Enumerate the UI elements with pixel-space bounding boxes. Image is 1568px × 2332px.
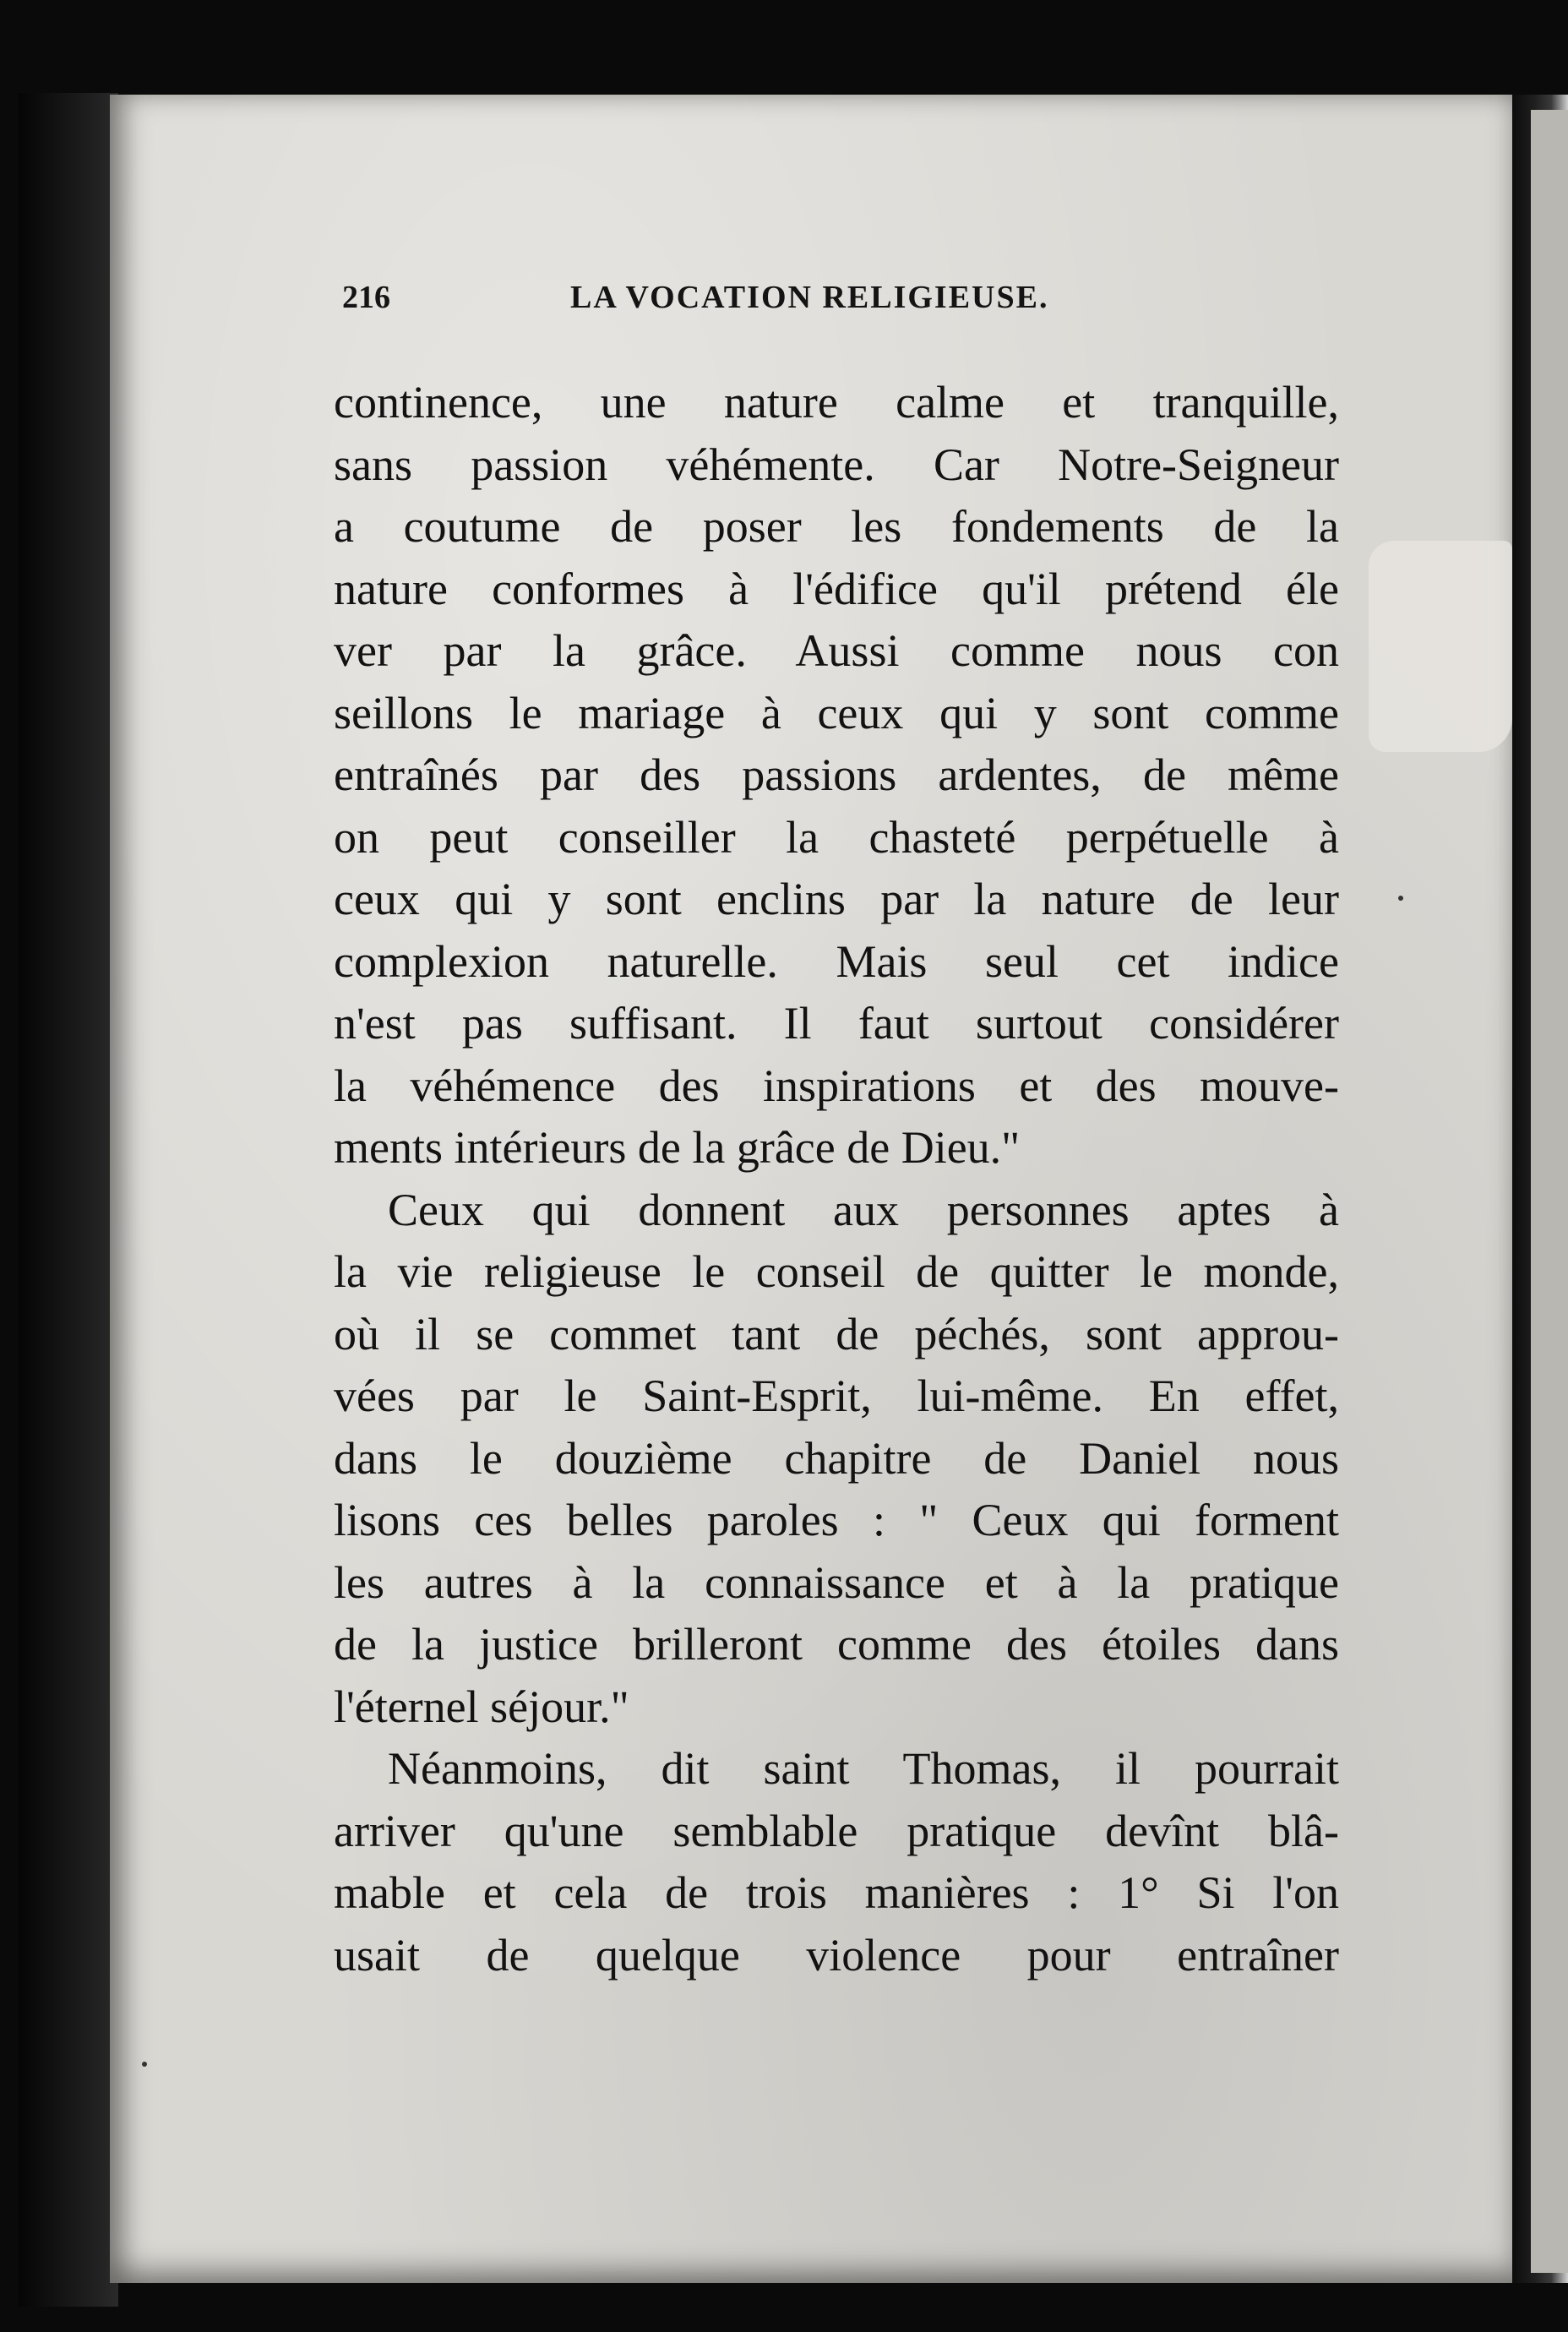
text-line: a coutume de poser les fondements de la: [334, 501, 1339, 552]
text-line: lisons ces belles paroles : " Ceux qui forment: [334, 1495, 1339, 1545]
text-line: complexion naturelle. Mais seul cet indice: [334, 935, 1339, 987]
text-line: dans le douzième chapitre de Daniel nous: [334, 1432, 1339, 1484]
text-line: continence, une nature calme et tranquille,: [334, 377, 1339, 428]
text-line: ments intérieurs de la grâce de Dieu.": [334, 1122, 1021, 1173]
paragraph-start-line: Ceux qui donnent aux personnes aptes à: [388, 1184, 1339, 1235]
page-header: [342, 279, 1373, 330]
text-line: la véhémence des inspirations et des mouve-: [334, 1060, 1339, 1111]
next-page-strip: [1531, 110, 1568, 2273]
text-line: mable et cela de trois manières : 1° Si l'on: [334, 1867, 1339, 1918]
text-line: ceux qui y sont enclins par la nature de leur: [334, 874, 1339, 924]
text-line: n'est pas suffisant. Il faut surtout considérer: [334, 998, 1339, 1049]
book-spine-edge: [19, 93, 118, 2307]
text-line: usait de quelque violence pour entraîner: [334, 1929, 1339, 1981]
text-line: seillons le mariage à ceux qui y sont comme: [334, 687, 1339, 738]
running-head: LA VOCATION RELIGIEUSE.: [570, 280, 1049, 315]
ink-speck: [1398, 896, 1403, 901]
text-line: la vie religieuse le conseil de quitter le monde,: [334, 1246, 1339, 1297]
text-line: l'éternel séjour.": [334, 1681, 629, 1732]
text-line: de la justice brilleront comme des étoiles dans: [334, 1619, 1339, 1670]
text-line: arriver qu'une semblable pratique devînt blâ-: [334, 1805, 1339, 1856]
ink-speck: [142, 2062, 147, 2067]
text-line: entraînés par des passions ardentes, de même: [334, 749, 1339, 800]
page-number: 216: [342, 280, 390, 315]
paper-damage-patch: [1369, 541, 1512, 752]
text-line: les autres à la connaissance et à la pratique: [334, 1556, 1339, 1608]
text-line: sans passion véhémente. Car Notre-Seigneur: [334, 439, 1339, 490]
body-text: [334, 372, 1339, 1986]
text-line: nature conformes à l'édifice qu'il prétend éle: [334, 563, 1339, 614]
text-line: où il se commet tant de péchés, sont approu-: [334, 1308, 1339, 1359]
text-line: ver par la grâce. Aussi comme nous con: [334, 625, 1339, 676]
paragraph-start-line: Néanmoins, dit saint Thomas, il pourrait: [388, 1743, 1339, 1794]
text-line: on peut conseiller la chasteté perpétuelle à: [334, 811, 1339, 863]
text-line: vées par le Saint-Esprit, lui-même. En effet,: [334, 1370, 1339, 1421]
